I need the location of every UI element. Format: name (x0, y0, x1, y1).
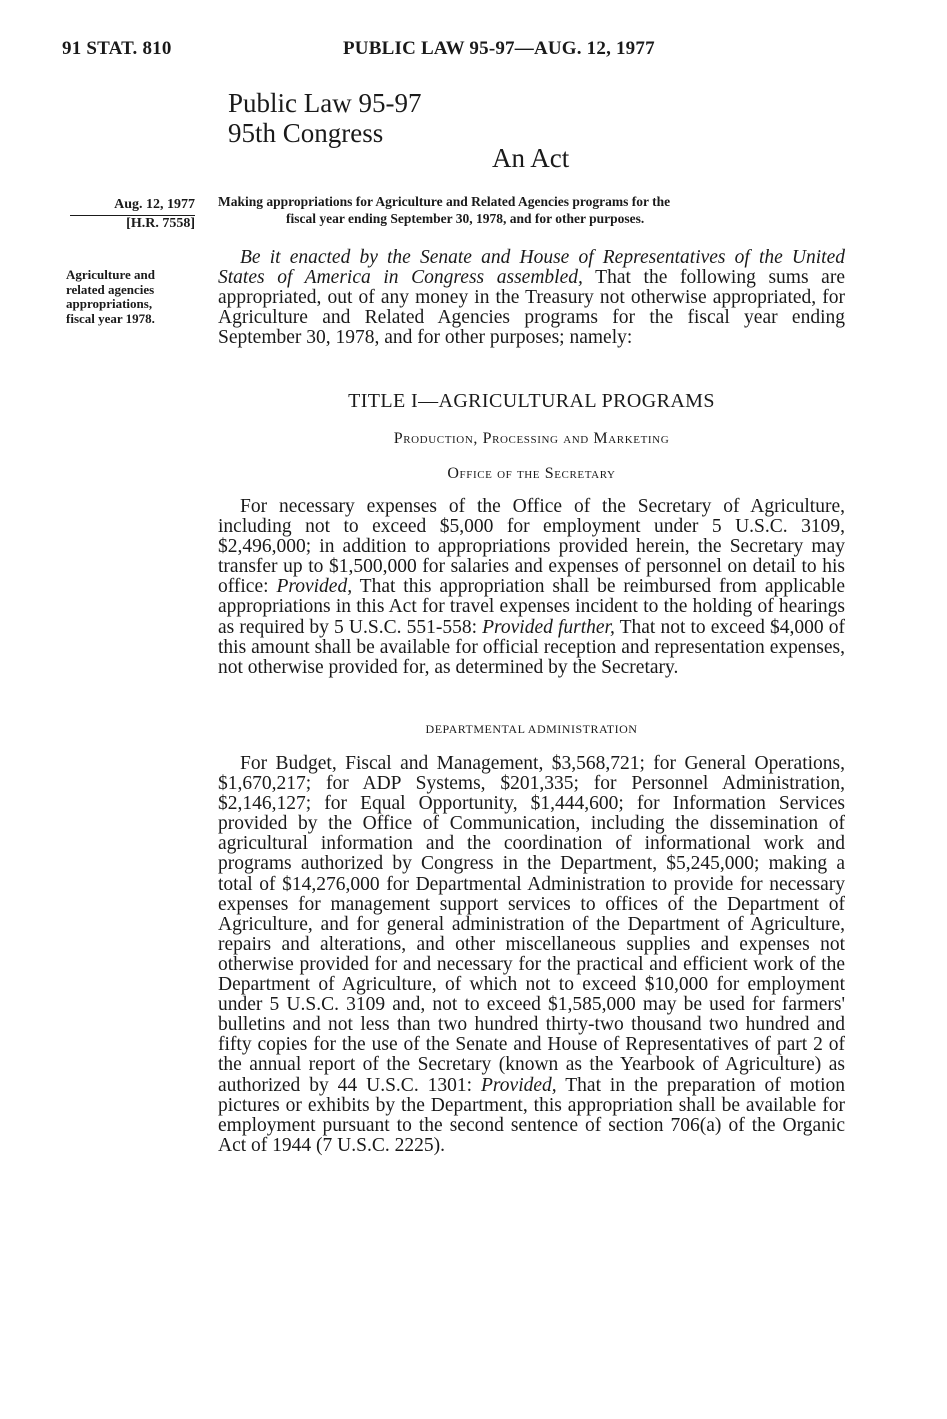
section-heading-office: Office of the Secretary (447, 465, 616, 482)
enacting-formula: Be it enacted by the Senate and House of Representatives of the United States of America in Congress assembled, (218, 247, 845, 289)
purpose-line-2: fiscal year ending September 30, 1978, and for other purposes. (286, 211, 645, 226)
margin-bill-number: [H.R. 7558] (126, 216, 195, 231)
act-label: An Act (492, 143, 570, 173)
page-reference: 91 STAT. 810 (62, 38, 172, 59)
enacting-text: That the following sums are appropriated, out of any money in the Treasury not otherwise appropriated, for Agriculture and Related Agencies programs for the fiscal year ending September 30, 1978, and for other purposes; namely: (218, 267, 845, 349)
paragraph-text: That in the preparation of motion pictures or exhibits by the Department, this appropriation shall be available for employment pursuant to the second sentence of section 706(a) of the Organic Act of 1944 (7 U.S.C. 2225). (218, 1074, 845, 1156)
enacting-clause (218, 248, 845, 348)
title-heading: TITLE I—AGRICULTURAL PROGRAMS (348, 390, 715, 412)
margin-note-line: fiscal year 1978. (66, 310, 155, 326)
section-heading-production: Production, Processing and Marketing (393, 430, 670, 447)
congress-label: 95th Congress (228, 118, 384, 148)
margin-note (66, 268, 198, 326)
paragraph-text: For necessary expenses of the Office of the Secretary of Agriculture, including not to exceed $5,000 for employment under 5 U.S.C. 3109, $2,496,000; in addition to appropriations provided herein, the Secretary may transfer up to $1,500,000 for salaries and expenses of personnel on detail to his office: (218, 496, 845, 598)
paragraph-text: That this appropriation shall be reimbursed from applicable appropriations in this Act for travel expenses incident to the holding of hearings as required by 5 U.S.C. 551-558: (218, 576, 846, 638)
margin-note-line: appropriations, (66, 296, 153, 311)
act-purpose (218, 193, 854, 227)
proviso: Provided, (276, 576, 353, 598)
departmental-administration-paragraph (218, 754, 845, 1156)
proviso: Provided, (481, 1074, 557, 1096)
paragraph-text: That not to exceed $4,000 of this amount shall be available for official reception and representation expenses, not otherwise provided for, as determined by the Secretary. (218, 616, 845, 678)
purpose-line-1: Making appropriations for Agriculture and Related Agencies programs for the (218, 194, 671, 209)
proviso: Provided further, (482, 616, 615, 638)
running-title: PUBLIC LAW 95-97—AUG. 12, 1977 (343, 38, 655, 59)
paragraph-text: For Budget, Fiscal and Management, $3,568,721; for General Operations, $1,670,217; for ADP Systems, $201,335; for Personnel Administration, $2,146,127; for Equal Opportunity, $1,444,600; for Information Services provided by the Office of Communication, including the dissemination of agricultural information and the coordination of informational work and programs authorized by Congress in the Department, $5,245,000; making a total of $14,276,000 for Departmental Administration to provide for necessary expenses for management support services to offices of the Department of Agriculture, and for general administration of the Department of Agriculture, repairs and alterations, and other miscellaneous supplies and expenses not otherwise provided for and necessary for the practical and efficient work of the Department of Agriculture, of which not to exceed $10,000 for employment under 5 U.S.C. 3109 and, not to exceed $1,585,000 may be used for farmers' bulletins and not less than two hundred thirty-two thousand two hundred and fifty copies for the use of the Senate and House of Representatives of part 2 of the annual report of the Secretary (known as the Yearbook of Agriculture) as authorized by 44 U.S.C. 1301: (218, 753, 845, 1096)
margin-note-line: Agriculture and (66, 267, 155, 282)
law-number: Public Law 95-97 (228, 88, 422, 118)
section-heading-departmental: DEPARTMENTAL ADMINISTRATION (425, 722, 638, 736)
margin-date-text: Aug. 12, 1977 (70, 196, 195, 216)
margin-note-line: related agencies (66, 281, 155, 297)
margin-date (62, 196, 195, 216)
office-secretary-paragraph (218, 497, 845, 678)
